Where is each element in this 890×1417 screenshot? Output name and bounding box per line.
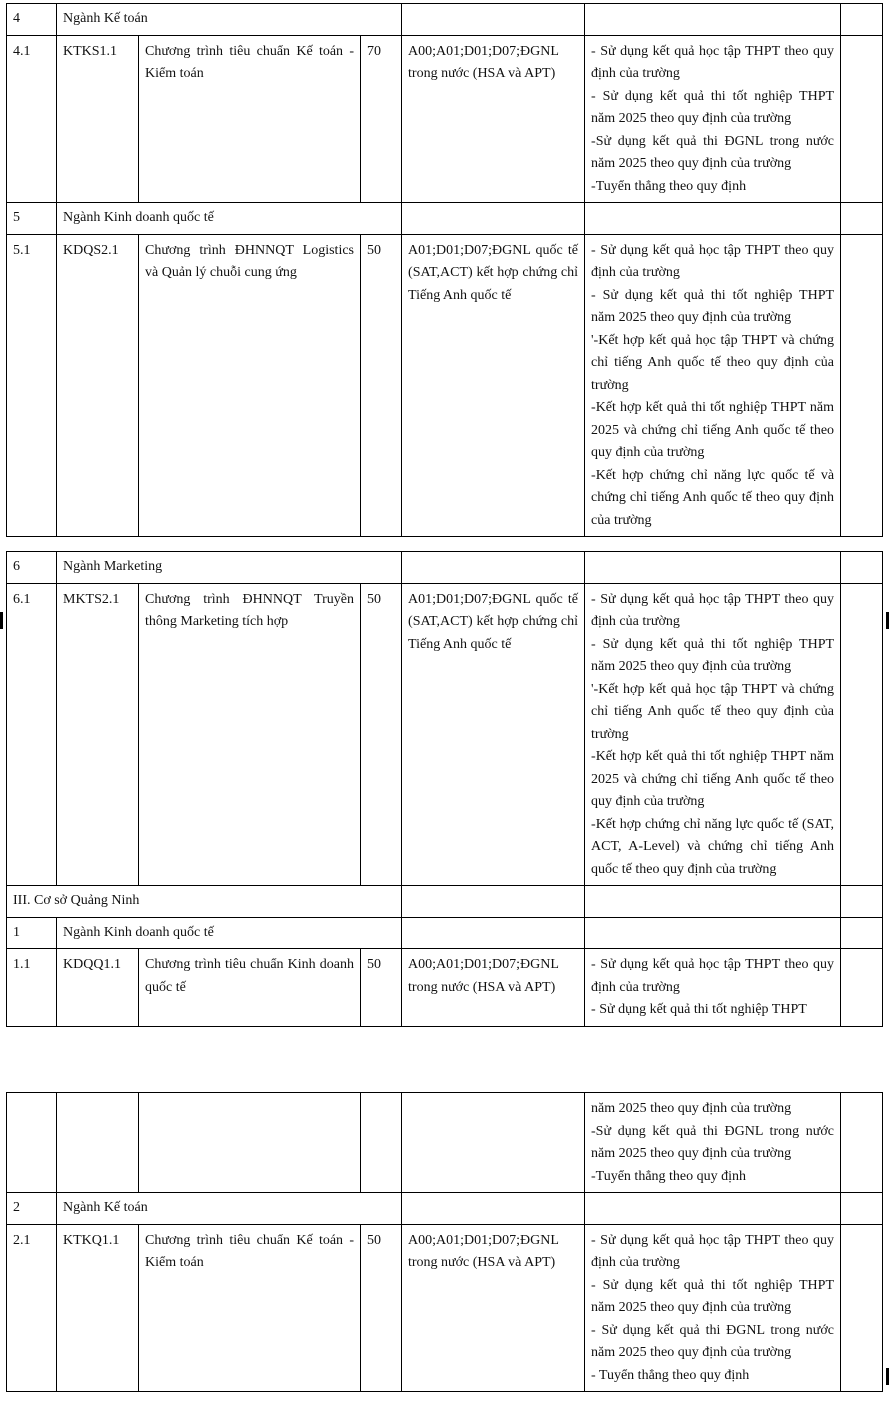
program-code (57, 1093, 139, 1193)
section-number: 5 (7, 203, 57, 235)
admission-method: - Sử dụng kết quả thi ĐGNL trong nước năm 2025 theo quy định của trường (591, 1322, 834, 1360)
empty-cell (841, 1093, 883, 1193)
program-quota: 70 (361, 35, 402, 203)
campus-row (7, 886, 883, 918)
empty-cell (841, 552, 883, 584)
program-number: 1.1 (7, 949, 57, 1027)
section-row (7, 4, 883, 36)
empty-cell (841, 886, 883, 918)
empty-cell (841, 949, 883, 1027)
admission-method: - Sử dụng kết quả thi tốt nghiệp THPT năm 2025 theo quy định của trường (591, 1277, 834, 1315)
section-number: 4 (7, 4, 57, 36)
empty-cell (841, 917, 883, 949)
program-quota: 50 (361, 1224, 402, 1392)
page-edge-marker (0, 612, 3, 629)
program-row (7, 234, 883, 537)
program-row (7, 35, 883, 203)
program-number: 5.1 (7, 234, 57, 537)
section-row (7, 552, 883, 584)
section-title: Ngành Kinh doanh quốc tế (57, 917, 402, 949)
admission-method: - Sử dụng kết quả học tập THPT theo quy định của trường (591, 591, 835, 629)
empty-cell (585, 917, 841, 949)
admission-methods (585, 1093, 841, 1193)
section-row (7, 917, 883, 949)
empty-cell (402, 886, 585, 918)
program-number: 6.1 (7, 583, 57, 886)
empty-cell (585, 203, 841, 235)
admission-method: - Sử dụng kết quả thi tốt nghiệp THPT năm 2025 theo quy định của trường (591, 636, 835, 674)
admission-method: -Tuyển thẳng theo quy định (591, 178, 747, 194)
admission-method: - Sử dụng kết quả học tập THPT theo quy định của trường (591, 957, 835, 995)
empty-cell (402, 203, 585, 235)
program-quota: 50 (361, 583, 402, 886)
program-row (7, 949, 883, 1027)
empty-cell (841, 234, 883, 537)
program-name: Chương trình tiêu chuẩn Kế toán -Kiểm toán (139, 35, 361, 203)
admission-method: -Kết hợp chứng chỉ năng lực quốc tế (SAT, ACT, A-Level) và chứng chỉ tiếng Anh quốc tế theo quy định của trường (591, 816, 835, 877)
program-code: KDQS2.1 (57, 234, 139, 537)
empty-cell (585, 886, 841, 918)
admission-method: - Sử dụng kết quả học tập THPT theo quy định của trường (591, 1232, 834, 1270)
admission-method: -Sử dụng kết quả thi ĐGNL trong nước năm 2025 theo quy định của trường (591, 1123, 834, 1161)
admission-method: -Kết hợp chứng chỉ năng lực quốc tế và chứng chỉ tiếng Anh quốc tế theo quy định của trường (591, 467, 835, 528)
subject-combinations: A00;A01;D01;D07;ĐGNL trong nước (HSA và APT) (402, 1224, 585, 1392)
section-number: 1 (7, 917, 57, 949)
empty-cell (841, 203, 883, 235)
admission-table-part-2 (6, 551, 883, 1027)
admission-methods (585, 35, 841, 203)
program-row (7, 1224, 883, 1392)
subject-combinations: A01;D01;D07;ĐGNL quốc tế (SAT,ACT) kết hợp chứng chỉ Tiếng Anh quốc tế (402, 583, 585, 886)
section-title: Ngành Kế toán (57, 4, 402, 36)
program-name: Chương trình tiêu chuẩn Kế toán - Kiểm toán (139, 1224, 361, 1392)
admission-method: - Tuyển thẳng theo quy định (591, 1367, 750, 1383)
admission-method: '-Kết hợp kết quả học tập THPT và chứng chỉ tiếng Anh quốc tế theo quy định của trường (591, 681, 835, 742)
program-number: 4.1 (7, 35, 57, 203)
empty-cell (585, 4, 841, 36)
program-code: MKTS2.1 (57, 583, 139, 886)
section-number: 6 (7, 552, 57, 584)
admission-method: -Tuyển thẳng theo quy định (591, 1168, 747, 1184)
campus-title: III. Cơ sở Quảng Ninh (7, 886, 402, 918)
section-row (7, 1193, 883, 1225)
program-code: KDQQ1.1 (57, 949, 139, 1027)
program-code: KTKS1.1 (57, 35, 139, 203)
section-title: Ngành Marketing (57, 552, 402, 584)
empty-cell (841, 1224, 883, 1392)
program-row-continued (7, 1093, 883, 1193)
section-row (7, 203, 883, 235)
section-title: Ngành Kinh doanh quốc tế (57, 203, 402, 235)
subject-combinations: A00;A01;D01;D07;ĐGNL trong nước (HSA và APT) (402, 949, 585, 1027)
subject-combinations (402, 1093, 585, 1193)
program-quota (361, 1093, 402, 1193)
subject-combinations: A00;A01;D01;D07;ĐGNL trong nước (HSA và APT) (402, 35, 585, 203)
program-name: Chương trình ĐHNNQT Logistics và Quản lý chuỗi cung ứng (139, 234, 361, 537)
program-quota: 50 (361, 234, 402, 537)
admission-method: -Kết hợp kết quả thi tốt nghiệp THPT năm 2025 và chứng chỉ tiếng Anh quốc tế theo quy định của trường (591, 749, 835, 809)
admission-methods (585, 1224, 841, 1392)
empty-cell (841, 1193, 883, 1225)
admission-method: - Sử dụng kết quả học tập THPT theo quy định của trường (591, 43, 835, 81)
empty-cell (402, 917, 585, 949)
empty-cell (841, 583, 883, 886)
admission-methods (585, 583, 841, 886)
subject-combinations: A01;D01;D07;ĐGNL quốc tế (SAT,ACT) kết hợp chứng chỉ Tiếng Anh quốc tế (402, 234, 585, 537)
empty-cell (402, 4, 585, 36)
program-number: 2.1 (7, 1224, 57, 1392)
admission-method: - Sử dụng kết quả thi tốt nghiệp THPT năm 2025 theo quy định của trường (591, 287, 835, 325)
empty-cell (402, 552, 585, 584)
admission-method: - Sử dụng kết quả học tập THPT theo quy định của trường (591, 242, 835, 280)
empty-cell (841, 35, 883, 203)
empty-cell (585, 552, 841, 584)
section-number: 2 (7, 1193, 57, 1225)
program-name: Chương trình tiêu chuẩn Kinh doanh quốc tế (139, 949, 361, 1027)
admission-method: '-Kết hợp kết quả học tập THPT và chứng chỉ tiếng Anh quốc tế theo quy định của trường (591, 332, 835, 393)
admission-method: - Sử dụng kết quả thi tốt nghiệp THPT (591, 1002, 807, 1017)
empty-cell (841, 4, 883, 36)
admission-method: - Sử dụng kết quả thi tốt nghiệp THPT năm 2025 theo quy định của trường (591, 88, 835, 126)
page-edge-marker (886, 612, 889, 629)
empty-cell (402, 1193, 585, 1225)
admission-table-part-1 (6, 3, 883, 537)
empty-cell (585, 1193, 841, 1225)
admission-methods (585, 234, 841, 537)
program-number (7, 1093, 57, 1193)
admission-table-part-3 (6, 1092, 883, 1392)
page-edge-marker (886, 1368, 889, 1385)
program-quota: 50 (361, 949, 402, 1027)
program-name (139, 1093, 361, 1193)
admission-method: -Sử dụng kết quả thi ĐGNL trong nước năm 2025 theo quy định của trường (591, 133, 835, 171)
admission-methods (585, 949, 841, 1027)
admission-method: năm 2025 theo quy định của trường (591, 1101, 792, 1116)
admission-method: -Kết hợp kết quả thi tốt nghiệp THPT năm 2025 và chứng chỉ tiếng Anh quốc tế theo quy định của trường (591, 400, 835, 460)
program-code: KTKQ1.1 (57, 1224, 139, 1392)
program-name: Chương trình ĐHNNQT Truyền thông Marketing tích hợp (139, 583, 361, 886)
program-row (7, 583, 883, 886)
section-title: Ngành Kế toán (57, 1193, 402, 1225)
